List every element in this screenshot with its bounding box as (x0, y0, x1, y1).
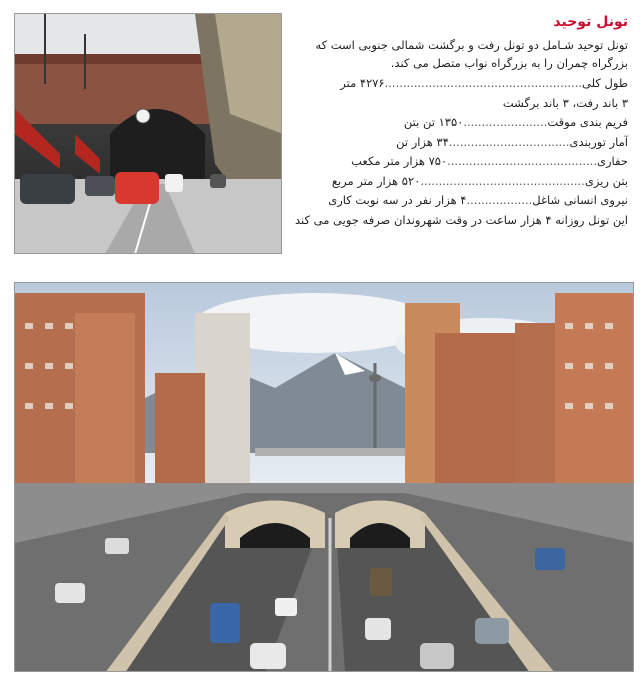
fact-total-length: طول کلی......................................................۴۲۷۶ متر (340, 76, 628, 90)
tunnel-fact-sheet (292, 12, 628, 256)
fact-rebar: آمار توربندی.................................۳۴ هزار تن (396, 134, 628, 149)
tunnel-entrance-photo (14, 13, 282, 254)
tunnel-entrance-illustration (15, 14, 282, 254)
fact-lanes: ۳ باند رفت، ۳ باند برگشت (502, 95, 628, 110)
article-intro: تونل توحید شـامل دو تونل رفت و برگشت شمالی جنوبی است که بزرگراه چمران را به بزرگراه نواب متصل می کند. (315, 38, 628, 70)
fact-workforce: نیروی انسانی شاغل..................۴ هزار نفر در سه نوبت کاری (328, 193, 628, 207)
facts-list (292, 74, 628, 230)
fact-concrete-pouring: بتن ریزی.............................................۵۲۰ هزار متر مربع (331, 173, 628, 188)
fact-time-saved: این تونل روزانه ۴ هزار ساعت در وقت شهروندان صرفه جویی می کند (295, 212, 628, 227)
tunnel-city-panorama-illustration (15, 283, 634, 672)
tunnel-city-panorama-photo (14, 282, 634, 672)
fact-excavation: حفاری.........................................۷۵۰ هزار متر مکعب (351, 154, 628, 168)
article-headline: تونل توحید (553, 14, 628, 30)
fact-temporary-framing: فریم بندی موقت.......................۱۳۵۰ تن بتن (403, 115, 628, 129)
